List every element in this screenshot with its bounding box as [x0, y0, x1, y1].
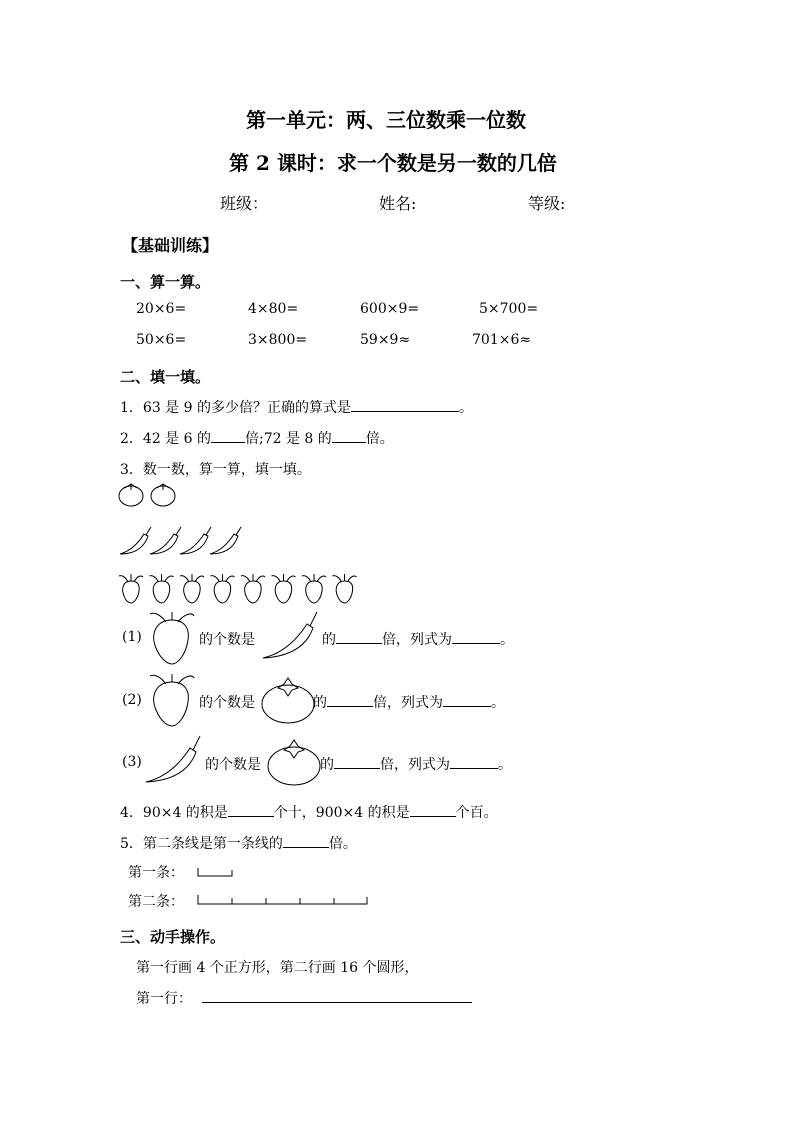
sub-question-3-rest [320, 754, 512, 774]
radish-icon [119, 574, 143, 603]
de-text: 的 [322, 632, 336, 648]
question-5-text-b: 倍。 [328, 836, 357, 852]
first-line-segment [197, 866, 237, 878]
calc-problem: 600×9= [360, 301, 420, 317]
answer-blank[interactable] [450, 767, 498, 769]
grade-label: 等级: [528, 194, 566, 213]
question-4 [120, 802, 498, 822]
answer-blank[interactable] [332, 441, 366, 443]
sub-question-2-rest [313, 692, 505, 712]
pepper-icon [150, 527, 181, 554]
count-text: 的个数是 [199, 695, 255, 711]
answer-blank[interactable] [334, 767, 380, 769]
radish-icon [150, 574, 174, 603]
count-text: 的个数是 [199, 632, 255, 648]
radish-row [118, 572, 368, 606]
question-3-text: 3．数一数，算一算，填一填。 [120, 462, 311, 478]
calc-problem: 701×6≈ [472, 332, 532, 348]
tomato-icon [151, 484, 175, 506]
tomato-icon [260, 676, 316, 724]
tomato-row [118, 481, 188, 509]
part2-heading: 二、填一填。 [120, 368, 211, 386]
sub-question-2-number: (2) [122, 692, 142, 708]
answer-blank[interactable] [452, 642, 500, 644]
de-text: 的 [320, 757, 334, 773]
count-text: 的个数是 [205, 757, 261, 773]
question-2-text-b: 倍;72 是 8 的 [244, 431, 332, 447]
sub-question-1-number: (1) [122, 629, 142, 645]
radish-icon [211, 574, 235, 603]
pepper-row [118, 524, 248, 558]
calc-problem: 3×800= [248, 332, 308, 348]
radish-icon [180, 574, 204, 603]
question-4-text-b: 个十，900×4 的积是 [273, 805, 410, 821]
radish-icon [148, 672, 196, 728]
formula-text: 倍，列式为 [380, 757, 450, 773]
pepper-icon [144, 734, 206, 786]
end-text: 。 [491, 695, 505, 711]
de-text: 的 [313, 695, 327, 711]
line1-label: 第一条： [128, 864, 184, 880]
row1-label: 第一行： [136, 991, 192, 1007]
radish-icon [241, 574, 265, 603]
radish-icon [272, 574, 296, 603]
line2-label: 第二条： [128, 893, 184, 909]
formula-text: 倍，列式为 [382, 632, 452, 648]
pepper-icon [261, 610, 323, 662]
end-text: 。 [498, 757, 512, 773]
question-1-text: 1．63 是 9 的多少倍？正确的算式是 [120, 400, 351, 416]
radish-icon [333, 574, 357, 603]
answer-blank[interactable] [443, 705, 491, 707]
answer-blank[interactable] [336, 642, 382, 644]
part3-heading: 三、动手操作。 [120, 928, 226, 946]
answer-blank[interactable] [228, 815, 274, 817]
tomato-icon [119, 484, 143, 506]
answer-blank[interactable] [327, 705, 373, 707]
question-1-end: 。 [458, 400, 473, 416]
part3-instruction: 第一行画 4 个正方形，第二行画 16 个圆形， [136, 960, 419, 976]
question-2-text-c: 倍。 [365, 431, 394, 447]
calc-problem: 50×6= [136, 332, 187, 348]
sub-question-3-number: (3) [122, 754, 142, 770]
name-label: 姓名: [379, 194, 417, 213]
answer-blank[interactable] [351, 410, 459, 412]
basic-training-heading: 【基础训练】 [122, 236, 219, 255]
answer-blank[interactable] [410, 815, 456, 817]
radish-icon [302, 574, 326, 603]
end-text: 。 [500, 632, 514, 648]
question-5-text-a: 5．第二条线是第一条线的 [120, 836, 283, 852]
sub-question-1-rest [322, 629, 514, 649]
answer-blank[interactable] [283, 846, 329, 848]
class-label: 班级： [220, 194, 269, 213]
formula-text: 倍，列式为 [373, 695, 443, 711]
calc-problem: 59×9≈ [360, 332, 411, 348]
drawing-line[interactable] [202, 1002, 472, 1003]
answer-blank[interactable] [211, 441, 245, 443]
second-line-segment [197, 893, 373, 907]
pepper-icon [210, 527, 241, 554]
question-4-text-a: 4．90×4 的积是 [120, 805, 228, 821]
question-2 [120, 428, 394, 448]
part1-heading: 一、算一算。 [120, 273, 211, 291]
radish-icon [148, 610, 196, 666]
page-subtitle: 第 2 课时：求一个数是另一数的几倍 [229, 151, 557, 175]
calc-problem: 20×6= [136, 301, 187, 317]
calc-problem: 4×80= [248, 301, 299, 317]
question-5 [120, 833, 357, 853]
page-title: 第一单元：两、三位数乘一位数 [246, 108, 526, 132]
question-1 [120, 397, 473, 417]
calc-problem: 5×700= [479, 301, 539, 317]
question-4-text-c: 个百。 [455, 805, 498, 821]
question-2-text-a: 2．42 是 6 的 [120, 431, 211, 447]
pepper-icon [120, 527, 151, 554]
pepper-icon [180, 527, 211, 554]
tomato-icon [266, 738, 322, 786]
